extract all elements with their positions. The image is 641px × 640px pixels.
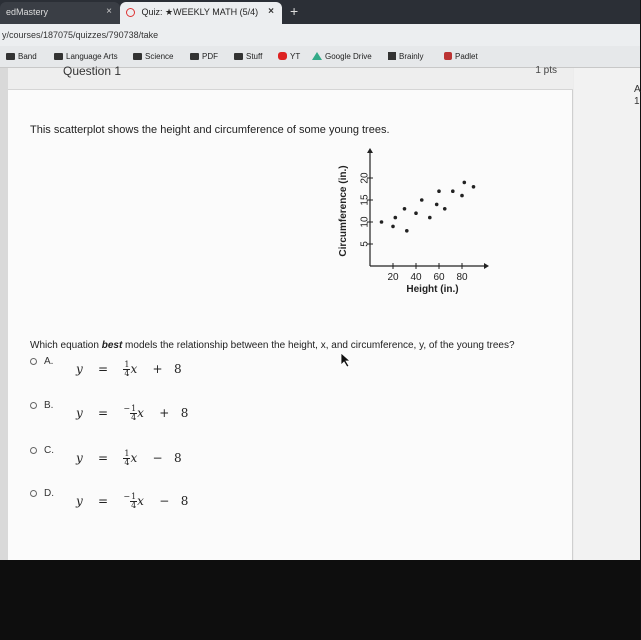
question-card [8,64,573,560]
data-point [405,229,409,233]
tab-edmastery[interactable] [0,2,120,24]
y-tick-label: 10 [359,216,371,228]
data-point [460,194,464,198]
bookmark-label: Padlet [455,52,478,61]
x-axis-label: Height (in.) [406,284,459,295]
url-text: y/courses/187075/quizzes/790738/take [2,30,159,40]
bookmark-stuff[interactable] [234,52,262,61]
y-tick-label: 5 [359,241,371,247]
data-point [435,203,439,207]
bookmark-pdf[interactable] [190,52,218,61]
bookmark-band[interactable] [6,52,37,61]
question-header [8,64,573,90]
eq-numerator: 1 [124,360,130,369]
radio-button[interactable] [30,358,37,365]
data-point [380,220,384,224]
eq-variable: x [130,362,138,376]
y-axis-label: Circumference (in.) [338,165,349,257]
eq-operator: − [159,494,170,508]
option-letter: A. [44,356,54,367]
bookmark-label: Brainly [399,52,424,61]
bookmark-label: Science [145,52,174,61]
radio-button[interactable] [30,490,37,497]
bookmark-label: Language Arts [66,52,118,61]
option-letter: D. [44,488,54,499]
x-tick-label: 20 [387,272,399,283]
radio-button[interactable] [30,447,37,454]
eq-variable: x [137,406,144,420]
eq-lhs: y [76,362,83,376]
folder-icon [54,53,63,60]
google-drive-icon [312,52,322,60]
data-point [472,185,476,189]
bookmark-label: YT [290,52,301,61]
data-point [403,207,407,211]
eq-equals: = [98,362,109,376]
eq-numerator: 1 [131,404,137,413]
question-text [30,340,515,351]
data-point [414,211,418,215]
x-tick-label: 80 [456,272,468,283]
brainly-icon [388,52,396,60]
data-point [451,189,455,193]
eq-lhs: y [76,494,83,508]
data-point [443,207,447,211]
bookmark-padlet[interactable] [444,52,478,61]
eq-variable: x [137,494,144,508]
bookmark-google-drive[interactable] [312,52,372,61]
eq-constant: 8 [180,494,189,508]
question-points: 1 pts [535,65,557,76]
eq-numerator: 1 [131,492,137,501]
folder-icon [234,53,243,60]
tab-label: Quiz: ★WEEKLY MATH (5/4) [141,7,259,17]
new-tab-button[interactable]: + [290,3,299,19]
folder-icon [133,53,142,60]
eq-numerator: 1 [124,449,130,458]
data-point [437,189,441,193]
option-letter: C. [44,445,54,456]
eq-operator: + [159,406,170,420]
padlet-icon [444,52,452,60]
folder-icon [190,53,199,60]
tab-label: edMastery [6,7,49,17]
left-gutter [0,68,8,560]
eq-constant: 8 [174,451,182,465]
eq-denominator: 4 [124,458,130,467]
bookmark-language-arts[interactable] [54,52,118,61]
y-tick-label: 15 [359,194,371,206]
close-tab-icon[interactable]: × [268,6,274,17]
question-text-before: Which equation [30,340,102,351]
tab-quiz[interactable] [120,2,282,24]
youtube-icon [278,52,287,60]
option-equation [76,360,182,378]
option-equation [76,492,188,510]
option-equation [76,449,182,467]
bookmark-yt[interactable] [278,52,300,61]
bookmark-science[interactable] [133,52,173,61]
y-tick-label: 20 [359,172,371,184]
eq-operator: + [152,362,163,376]
y-axis-arrow-icon [367,148,373,153]
right-panel-text: 1 [634,96,640,107]
right-panel-text: A [634,84,641,95]
bookmark-label: PDF [202,52,218,61]
canvas-favicon-icon [126,8,135,17]
eq-equals: = [98,406,109,420]
eq-variable: x [130,451,138,465]
option-equation [76,404,188,422]
data-point [391,225,395,229]
right-panel [574,68,640,560]
tab-bar [0,0,640,24]
folder-icon [6,53,15,60]
x-axis-arrow-icon [484,263,489,269]
eq-lhs: y [76,406,83,420]
close-tab-icon[interactable]: × [106,6,112,17]
eq-lhs: y [76,451,83,465]
eq-equals: = [98,451,109,465]
bookmark-label: Stuff [246,52,263,61]
x-tick-label: 60 [433,272,445,283]
address-bar[interactable] [0,24,640,46]
question-text-after: models the relationship between the height, x, and circumference, y, of the young trees? [122,340,515,351]
question-prompt: This scatterplot shows the height and circumference of some young trees. [30,124,390,136]
eq-negative-sign: − [123,492,131,501]
eq-operator: − [152,451,163,465]
question-text-emphasis: best [101,340,123,351]
eq-constant: 8 [180,406,189,420]
screen-bezel [0,560,640,640]
question-title: Question 1 [63,64,122,78]
eq-denominator: 4 [124,369,130,378]
bookmark-label: Google Drive [325,52,372,61]
eq-equals: = [98,494,109,508]
quiz-page [0,64,641,560]
scatterplot [318,148,498,298]
option-letter: B. [44,400,54,411]
data-point [428,216,432,220]
eq-negative-sign: − [123,404,131,413]
bookmark-brainly[interactable] [388,52,423,61]
eq-constant: 8 [174,362,182,376]
data-point [463,181,467,185]
data-point [420,198,424,202]
mouse-cursor-icon [340,352,352,368]
radio-button[interactable] [30,402,37,409]
data-point [394,216,398,220]
x-tick-label: 40 [410,272,422,283]
bookmark-label: Band [18,52,37,61]
eq-denominator: 4 [131,413,137,422]
eq-denominator: 4 [131,501,137,510]
